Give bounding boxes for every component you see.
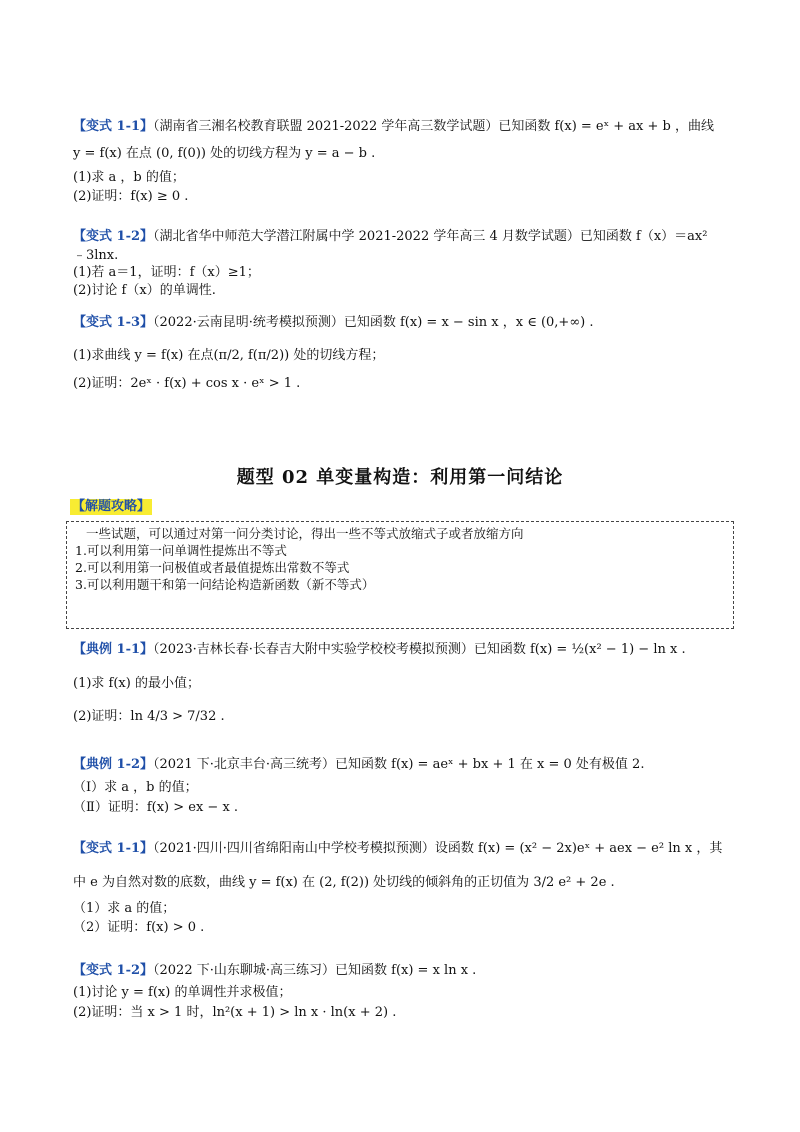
problem-variant-2-2-stem: 【变式 1-2】（2022 下·山东聊城·高三练习）已知函数 f(x) = x ln x . bbox=[73, 963, 477, 978]
problem-example-1-2-part1: （Ⅰ）求 a ，b 的值； bbox=[73, 780, 198, 795]
problem-tag: 【变式 1-2】 bbox=[73, 229, 154, 244]
problem-variant-1-2-stem-cont: ﹣3lnx. bbox=[73, 248, 119, 263]
strategy-line-3: 3.可以利用题干和第一问结论构造新函数（新不等式） bbox=[75, 577, 375, 592]
strategy-line-2: 2.可以利用第一问极值或者最值提炼出常数不等式 bbox=[75, 560, 350, 575]
problem-variant-1-1-stem: 【变式 1-1】（湖南省三湘名校教育联盟 2021-2022 学年高三数学试题）已知函数 f(x) = eˣ + ax + b ，曲线 bbox=[73, 119, 714, 134]
problem-example-1-1-part2: (2)证明：ln 4/3 > 7/32 . bbox=[73, 709, 225, 724]
problem-tag: 【典例 1-1】 bbox=[73, 642, 154, 657]
problem-example-1-1-part1: (1)求 f(x) 的最小值； bbox=[73, 676, 200, 691]
problem-variant-2-1-part2: （2）证明：f(x) > 0 . bbox=[73, 920, 205, 935]
problem-tag: 【变式 1-1】 bbox=[73, 119, 154, 134]
problem-example-1-1-stem: 【典例 1-1】（2023·吉林长春·长春吉大附中实验学校校考模拟预测）已知函数 f(x) = ½(x² − 1) − ln x . bbox=[73, 642, 686, 657]
strategy-line-1: 1.可以利用第一问单调性提炼出不等式 bbox=[75, 543, 287, 558]
problem-variant-2-1-stem-cont: 中 e 为自然对数的底数，曲线 y = f(x) 在 (2, f(2)) 处切线的倾斜角的正切值为 3/2 e² + 2e . bbox=[73, 875, 615, 890]
problem-variant-2-1-part1: （1）求 a 的值； bbox=[73, 901, 176, 916]
problem-variant-1-2-part1: (1)若 a＝1，证明：f（x）≥1； bbox=[73, 265, 260, 280]
problem-example-1-2-stem: 【典例 1-2】（2021 下·北京丰台·高三统考）已知函数 f(x) = aeˣ + bx + 1 在 x = 0 处有极值 2. bbox=[73, 757, 645, 772]
problem-variant-1-2-stem: 【变式 1-2】（湖北省华中师范大学潜江附属中学 2021-2022 学年高三 4 月数学试题）已知函数 f（x）＝ax² bbox=[73, 229, 708, 244]
problem-variant-2-2-part1: (1)讨论 y = f(x) 的单调性并求极值； bbox=[73, 985, 292, 1000]
problem-variant-1-2-part2: (2)讨论 f（x）的单调性. bbox=[73, 283, 216, 298]
problem-variant-1-1-stem-cont: y = f(x) 在点 (0, f(0)) 处的切线方程为 y = a − b . bbox=[73, 146, 376, 161]
problem-tag: 【变式 1-1】 bbox=[73, 841, 154, 856]
problem-variant-1-1-part2: (2)证明：f(x) ≥ 0 . bbox=[73, 189, 189, 204]
strategy-line-intro: 一些试题，可以通过对第一问分类讨论，得出一些不等式放缩式子或者放缩方向 bbox=[86, 526, 524, 541]
section-heading: 题型 02 单变量构造：利用第一问结论 bbox=[236, 467, 564, 488]
problem-tag: 【典例 1-2】 bbox=[73, 757, 154, 772]
strategy-label: 【解题攻略】 bbox=[72, 499, 151, 514]
problem-variant-1-3-part2: (2)证明：2eˣ · f(x) + cos x · eˣ > 1 . bbox=[73, 376, 301, 391]
problem-variant-2-1-stem: 【变式 1-1】（2021·四川·四川省绵阳南山中学校考模拟预测）设函数 f(x) = (x² − 2x)eˣ + aex − e² ln x ，其 bbox=[73, 841, 723, 856]
problem-variant-1-3-part1: (1)求曲线 y = f(x) 在点(π/2, f(π/2)) 处的切线方程； bbox=[73, 348, 385, 363]
problem-example-1-2-part2: （Ⅱ）证明：f(x) > ex − x . bbox=[73, 800, 239, 815]
problem-variant-2-2-part2: (2)证明：当 x > 1 时，ln²(x + 1) > ln x · ln(x + 2) . bbox=[73, 1005, 397, 1020]
problem-tag: 【变式 1-3】 bbox=[73, 315, 154, 330]
problem-variant-1-1-part1: (1)求 a ，b 的值； bbox=[73, 170, 185, 185]
problem-tag: 【变式 1-2】 bbox=[73, 963, 154, 978]
problem-variant-1-3-stem: 【变式 1-3】（2022·云南昆明·统考模拟预测）已知函数 f(x) = x − sin x ，x ∈ (0,+∞) . bbox=[73, 315, 594, 330]
